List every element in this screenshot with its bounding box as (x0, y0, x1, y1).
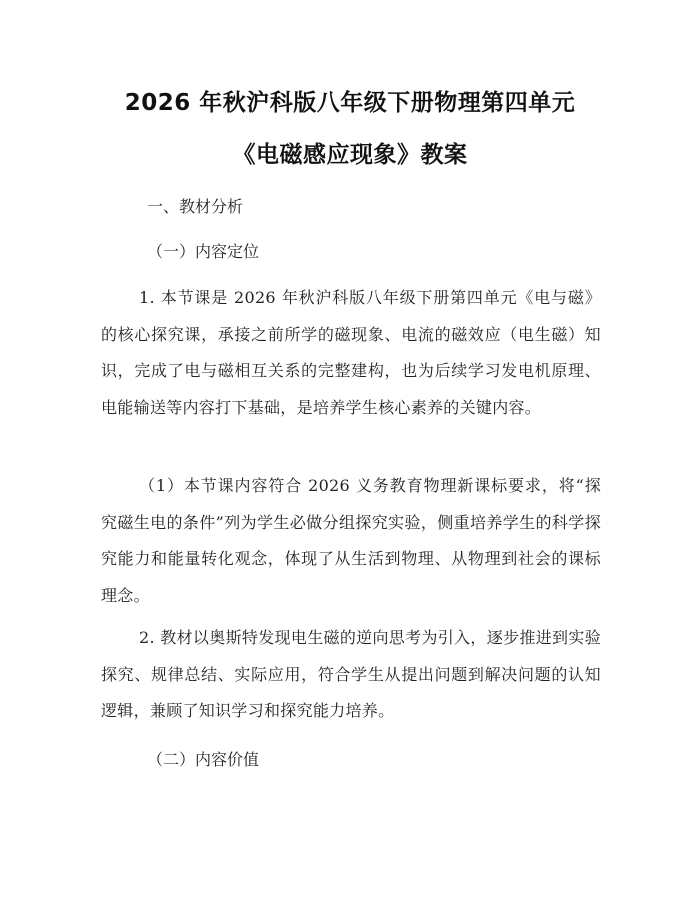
section-heading-textbook-analysis: 一、教材分析 (147, 197, 244, 216)
paragraph-3: 2. 教材以奥斯特发现电生磁的逆向思考为引入，逐步推进到实验探究、规律总结、实际应用，符合学生从提出问题到解决问题的认知逻辑，兼顾了知识学习和探究能力培养。 (101, 628, 601, 720)
subsection-heading-content-value: （二）内容价值 (147, 750, 260, 769)
document-title-line-2: 《电磁感应现象》教案 (232, 142, 468, 168)
paragraph-2: （1）本节课内容符合 2026 义务教育物理新课标要求，将“探究磁生电的条件”列为学生必做分组探究实验，侧重培养学生的科学探究能力和能量转化观念，体现了从生活到物理、从物理到社会的课标理念。 (101, 476, 601, 605)
subsection-heading-content-position: （一）内容定位 (147, 242, 260, 261)
document-title-line-1: 2026 年秋沪科版八年级下册物理第四单元 (124, 90, 576, 116)
paragraph-1: 1. 本节课是 2026 年秋沪科版八年级下册第四单元《电与磁》的核心探究课，承接之前所学的磁现象、电流的磁效应（电生磁）知识，完成了电与磁相互关系的完整建构，也为后续学习发电机原理、电能输送等内容打下基础，是培养学生核心素养的关键内容。 (101, 288, 601, 417)
